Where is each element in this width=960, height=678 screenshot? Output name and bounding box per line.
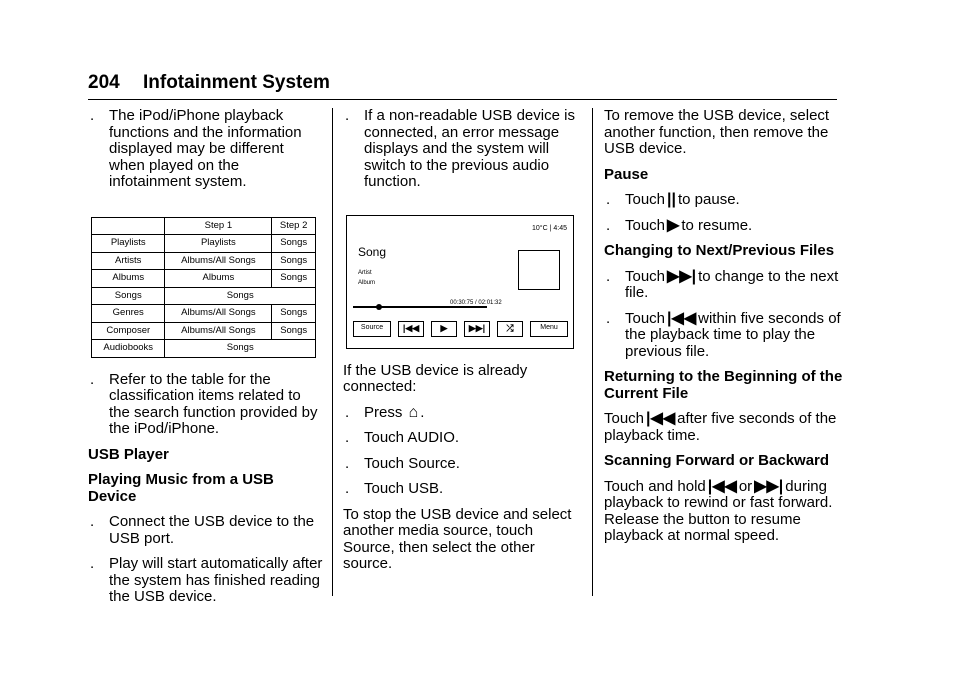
- shuffle-icon: ⤮: [497, 321, 523, 337]
- scanning-text: Touch and hold |◀◀ or ▶▶| during playback to rewind or fast forward. Release the button to resume playback at normal speed.: [604, 477, 833, 544]
- bullet-error: . If a non-readable USB device is connected, an error message displays and the system will switch to the previous audio function.: [345, 107, 575, 190]
- source-button: Source: [353, 321, 391, 337]
- classification-table: [91, 217, 316, 358]
- returning-heading: Returning to the Beginning of the Current File: [604, 368, 843, 402]
- bullet-press-home: . Press ⌂ .: [345, 403, 425, 421]
- next-previous-heading: Changing to Next/Previous Files: [604, 242, 835, 259]
- home-icon: ⌂: [408, 403, 419, 421]
- song-title: Song: [358, 244, 387, 259]
- play-icon: ▶: [667, 216, 680, 234]
- table-row: Albums Albums Songs: [92, 270, 316, 288]
- previous-track-icon: |◀◀: [646, 410, 676, 427]
- bullet-next-file: . Touch ▶▶| to change to the next file.: [606, 267, 839, 301]
- column-divider-2: [592, 108, 593, 596]
- next-track-icon: ▶▶|: [464, 321, 490, 337]
- playing-music-heading: Playing Music from a USB Device: [88, 471, 274, 505]
- progress-track: [353, 306, 487, 308]
- usb-player-screen-illustration: [346, 215, 574, 349]
- usb-player-heading: USB Player: [88, 445, 169, 463]
- page-header: [88, 72, 330, 94]
- album-art: [518, 250, 560, 290]
- column-2: [343, 108, 578, 582]
- remove-usb-text: To remove the USB device, select another function, then remove the USB device.: [604, 107, 830, 157]
- bullet-touch-audio: . Touch AUDIO.: [345, 429, 460, 446]
- bullet-pause: . Touch || to pause.: [606, 191, 740, 208]
- table-row: Playlists Playlists Songs: [92, 235, 316, 253]
- progress-knob: [376, 304, 382, 310]
- returning-text: Touch |◀◀ after five seconds of the playback time.: [604, 410, 837, 444]
- table-row: Artists Albums/All Songs Songs: [92, 252, 316, 270]
- table-row: Songs Songs: [92, 287, 316, 305]
- previous-track-icon: |◀◀: [667, 309, 697, 327]
- page-number: 204: [88, 72, 120, 93]
- next-track-icon: ▶▶|: [667, 267, 697, 285]
- table-row: Audiobooks Songs: [92, 340, 316, 358]
- bullet-refer: . Refer to the table for the classification items related to the search function provided by the iPod/iPhone.: [90, 370, 318, 437]
- status-bar: 10°C | 4:45: [532, 224, 567, 232]
- bullet-ipod: . The iPod/iPhone playback functions and the information displayed may be different when played on the infotainment system.: [90, 107, 302, 190]
- bullet-resume: . Touch ▶ to resume.: [606, 216, 753, 234]
- column-3: [604, 108, 844, 554]
- column-divider-1: [332, 108, 333, 596]
- page-title: Infotainment System: [142, 72, 330, 93]
- menu-button: Menu: [530, 321, 568, 337]
- pause-icon: ||: [667, 191, 676, 208]
- table-row: Genres Albums/All Songs Songs: [92, 305, 316, 323]
- play-icon: ▶: [431, 321, 457, 337]
- table-row: Composer Albums/All Songs Songs: [92, 322, 316, 340]
- table-header-row: Step 1 Step 2: [92, 217, 316, 235]
- artist-name: Artist: [358, 269, 372, 276]
- pause-heading: Pause: [604, 165, 649, 183]
- bullet-touch-usb: . Touch USB.: [345, 480, 444, 497]
- playback-time: 00:30:75 / 02:01:32: [450, 299, 502, 306]
- bullet-play: . Play will start automatically after the system has finished reading the USB device.: [90, 555, 323, 605]
- if-connected-text: If the USB device is already connected:: [343, 361, 528, 395]
- album-name: Album: [358, 279, 376, 286]
- bullet-touch-source: . Touch Source.: [345, 454, 460, 472]
- previous-track-icon: |◀◀: [398, 321, 424, 337]
- previous-track-icon: |◀◀: [707, 477, 737, 495]
- scanning-heading: Scanning Forward or Backward: [604, 452, 830, 469]
- control-buttons: [353, 321, 568, 337]
- column-1: [88, 108, 323, 615]
- stop-usb-text: To stop the USB device and select another media source, touch Source, then select the other source.: [343, 505, 572, 572]
- next-track-icon: ▶▶|: [754, 477, 784, 495]
- bullet-previous-file: . Touch |◀◀ within five seconds of the playback time to play the previous file.: [606, 309, 841, 360]
- header-rule: [88, 99, 837, 100]
- bullet-connect: . Connect the USB device to the USB port.: [90, 513, 315, 547]
